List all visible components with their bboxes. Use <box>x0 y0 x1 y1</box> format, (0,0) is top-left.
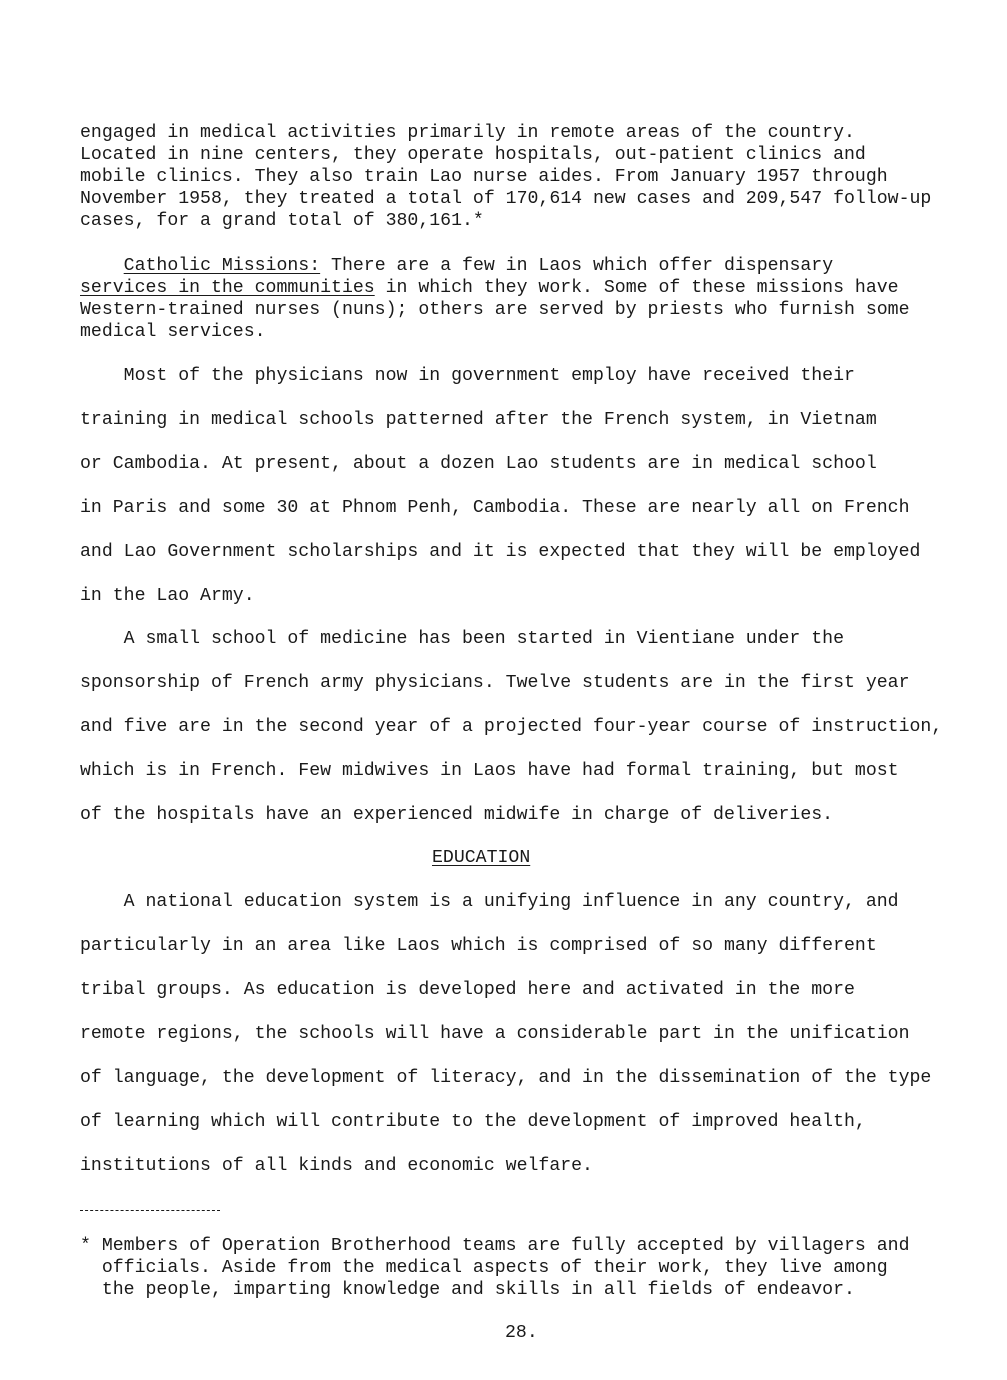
physicians-line-4: in Paris and some 30 at Phnom Penh, Cambodia. These are nearly all on French <box>80 498 910 518</box>
school-line-1: A small school of medicine has been started in Vientiane under the <box>80 629 844 649</box>
education-line-4: remote regions, the schools will have a considerable part in the unification <box>80 1024 910 1044</box>
page-number: 28. <box>505 1323 538 1343</box>
section-heading-education: EDUCATION <box>432 848 531 868</box>
catholic-missions-underlined-phrase: services in the communities <box>80 278 375 298</box>
education-line-5: of language, the development of literacy, and in the dissemination of the type <box>80 1068 932 1088</box>
education-line-3: tribal groups. As education is developed here and activated in the more <box>80 980 855 1000</box>
catholic-missions-line-2 <box>80 277 899 299</box>
intro-line-2: Located in nine centers, they operate hospitals, out-patient clinics and <box>80 145 866 165</box>
physicians-line-3: or Cambodia. At present, about a dozen Lao students are in medical school <box>80 454 877 474</box>
education-line-7: institutions of all kinds and economic welfare. <box>80 1156 593 1176</box>
catholic-missions-heading: Catholic Missions: <box>123 256 321 276</box>
education-line-1: A national education system is a unifying influence in any country, and <box>80 892 899 912</box>
school-line-4: which is in French. Few midwives in Laos have had formal training, but most <box>80 761 899 781</box>
physicians-line-1: Most of the physicians now in government employ have received their <box>80 366 855 386</box>
catholic-missions-line-1-rest: There are a few in Laos which offer dispensary <box>320 256 834 276</box>
physicians-line-2: training in medical schools patterned after the French system, in Vietnam <box>80 410 877 430</box>
catholic-missions-line-3: Western-trained nurses (nuns); others are served by priests who furnish some <box>80 300 910 320</box>
footnote-line-3: the people, imparting knowledge and skills in all fields of endeavor. <box>80 1280 855 1300</box>
school-line-5: of the hospitals have an experienced midwife in charge of deliveries. <box>80 805 834 825</box>
catholic-missions-line-4: medical services. <box>80 322 266 342</box>
physicians-line-6: in the Lao Army. <box>80 586 255 606</box>
catholic-missions-line-1 <box>80 255 833 277</box>
intro-line-4: November 1958, they treated a total of 170,614 new cases and 209,547 follow-up <box>80 189 932 209</box>
school-line-2: sponsorship of French army physicians. Twelve students are in the first year <box>80 673 910 693</box>
physicians-line-5: and Lao Government scholarships and it is expected that they will be employed <box>80 542 921 562</box>
catholic-missions-line-2-rest: in which they work. Some of these missions have <box>374 278 899 298</box>
education-line-6: of learning which will contribute to the development of improved health, <box>80 1112 866 1132</box>
footnote-line-1: * Members of Operation Brotherhood teams are fully accepted by villagers and <box>80 1236 910 1256</box>
school-line-3: and five are in the second year of a projected four-year course of instruction, <box>80 717 943 737</box>
intro-line-5: cases, for a grand total of 380,161.* <box>80 211 484 231</box>
footnote-line-2: officials. Aside from the medical aspects of their work, they live among <box>80 1258 888 1278</box>
intro-line-3: mobile clinics. They also train Lao nurse aides. From January 1957 through <box>80 167 888 187</box>
footnote-separator <box>80 1210 220 1211</box>
education-line-2: particularly in an area like Laos which is comprised of so many different <box>80 936 877 956</box>
intro-line-1: engaged in medical activities primarily in remote areas of the country. <box>80 123 855 143</box>
